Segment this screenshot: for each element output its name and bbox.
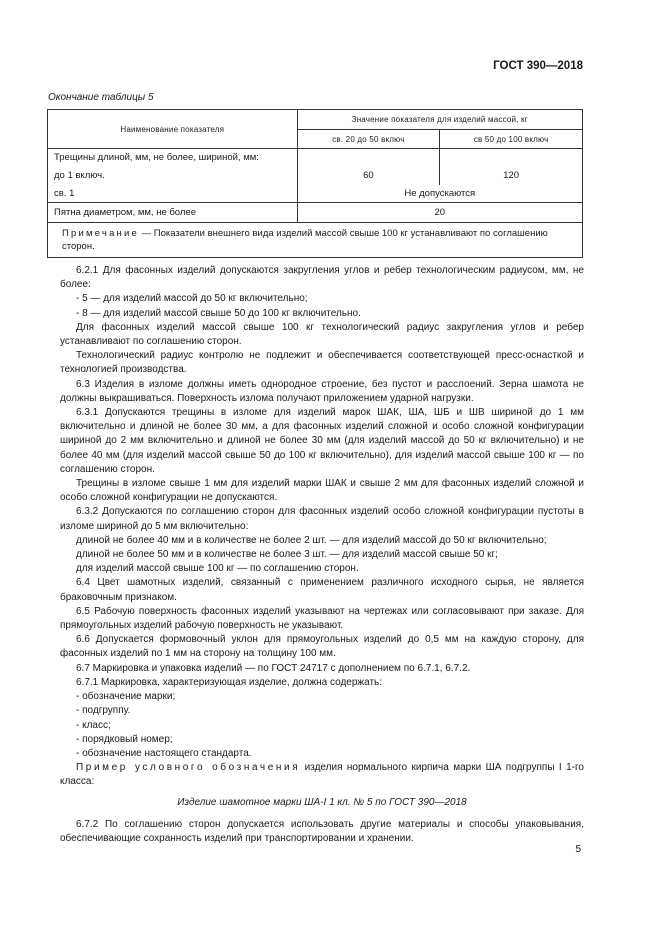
col-subheader-2: св 50 до 100 включ	[440, 130, 583, 149]
paragraph: длиной не более 40 мм и в количестве не более 2 шт. — для изделий массой до 50 кг включительно;	[76, 534, 547, 546]
col-subheader-1: св. 20 до 50 включ	[297, 130, 440, 149]
list-item: - 8 — для изделий массой свыше 50 до 100 кг включительно.	[76, 307, 361, 319]
list-item: - обозначение марки;	[76, 691, 176, 703]
col-header-group: Значение показателя для изделий массой, кг	[297, 110, 582, 130]
note-label: Примечание	[62, 228, 139, 239]
list-item: - 5 — для изделий массой до 50 кг включительно;	[76, 293, 308, 305]
paragraph: длиной не более 50 мм и в количестве не более 3 шт. — для изделий массой свыше 50 кг;	[76, 549, 498, 561]
list-item: - подгруппу.	[76, 705, 131, 717]
row-upto1-value-2: 120	[440, 167, 583, 185]
para-6-3-2: 6.3.2 Допускаются по соглашению сторон для фасонных изделий особо сложной конфигурации пустоты в изломе шириной до 5 мм включительно:	[60, 506, 584, 532]
example-paragraph	[60, 761, 584, 789]
list-item: - класс;	[76, 719, 111, 731]
row-over1-value: Не допускаются	[297, 185, 582, 203]
row-upto1-value-1: 60	[297, 167, 440, 185]
main-text	[60, 264, 584, 846]
paragraph: Технологический радиус контролю не подлежит и обеспечивается соответствующей пресс-оснасткой и технологией производства.	[60, 350, 584, 376]
para-6-7-2: 6.7.2 По соглашению сторон допускается использовать другие материалы и способы упаковывания, обеспечивающие сохранность изделий при транспортировании и хранении.	[60, 818, 584, 844]
row-upto1-label: до 1 включ.	[48, 167, 298, 185]
para-6-6: 6.6 Допускается формовочный уклон для прямоугольных изделий до 0,5 мм на каждую сторону, для фасонных изделий по 1 мм на сторону на толщину 100 мм.	[60, 634, 584, 660]
para-6-5: 6.5 Рабочую поверхность фасонных изделий указывают на чертежах или согласовывают при заказе. Для прямоугольных изделий рабочую поверхность не указывают.	[60, 605, 584, 632]
para-6-4: 6.4 Цвет шамотных изделий, связанный с применением различного исходного сырья, не является браковочным признаком.	[60, 577, 584, 603]
row-spots-value: 20	[297, 203, 582, 223]
note-text: — Показатели внешнего вида изделий массой свыше 100 кг устанавливают по соглашению сторон.	[62, 228, 548, 252]
table-5	[47, 109, 583, 258]
row-over1-label: св. 1	[48, 185, 298, 203]
paragraph: Трещины в изломе свыше 1 мм для изделий марки ШАК и свыше 2 мм для фасонных изделий сложной и особо сложной конфигурации не допускаются.	[60, 478, 584, 504]
designation-example: Изделие шамотное марки ША-I 1 кл. № 5 по ГОСТ 390—2018	[177, 796, 467, 808]
row-cracks-label: Трещины длиной, мм, не более, шириной, мм:	[48, 149, 298, 167]
table-note	[48, 223, 583, 258]
para-6-2-1: 6.2.1 Для фасонных изделий допускаются закругления углов и ребер технологическим радиусом, мм, не более:	[60, 265, 584, 291]
page-number: 5	[575, 844, 581, 855]
para-6-7: 6.7 Маркировка и упаковка изделий — по ГОСТ 24717 с дополнением по 6.7.1, 6.7.2.	[76, 662, 471, 674]
list-item: - обозначение настоящего стандарта.	[76, 747, 252, 759]
example-text: изделия нормального кирпича марки ША подгруппы I 1-го класса:	[60, 762, 584, 788]
col-header-name: Наименование показателя	[48, 110, 298, 149]
paragraph: для изделий массой свыше 100 кг — по соглашению сторон.	[76, 563, 359, 575]
paragraph: Для фасонных изделий массой свыше 100 кг технологический радиус закругления углов и ребер устанавливают по соглашению сторон.	[60, 321, 584, 348]
para-6-3: 6.3 Изделия в изломе должны иметь однородное строение, без пустот и расслоений. Зерна шамота не должны выкрашиваться. Поверхность излома получают приложением ударной нагрузки.	[60, 378, 584, 404]
para-6-7-1: 6.7.1 Маркировка, характеризующая изделие, должна содержать:	[76, 676, 383, 688]
standard-header: ГОСТ 390—2018	[493, 60, 583, 72]
para-6-3-1: 6.3.1 Допускаются трещины в изломе для изделий марок ШАК, ША, ШБ и ШВ шириной до 1 мм включительно и длиной не более 30 мм, а для фасонных изделий сложной и особо сложной конфигурации шириной до 2 мм включительно и длиной не более 30 мм (для изделий массой до 50 кг включительно) и не более 40 мм (для изделий массой свыше 50 до 100 кг включительно), для изделий массой свыше 100 кг — по соглашению сторон.	[60, 407, 584, 475]
list-item: - порядковый номер;	[76, 733, 173, 745]
example-label: Пример условного обозначения	[76, 762, 301, 774]
row-spots-label: Пятна диаметром, мм, не более	[48, 203, 298, 223]
table-caption: Окончание таблицы 5	[48, 92, 154, 103]
